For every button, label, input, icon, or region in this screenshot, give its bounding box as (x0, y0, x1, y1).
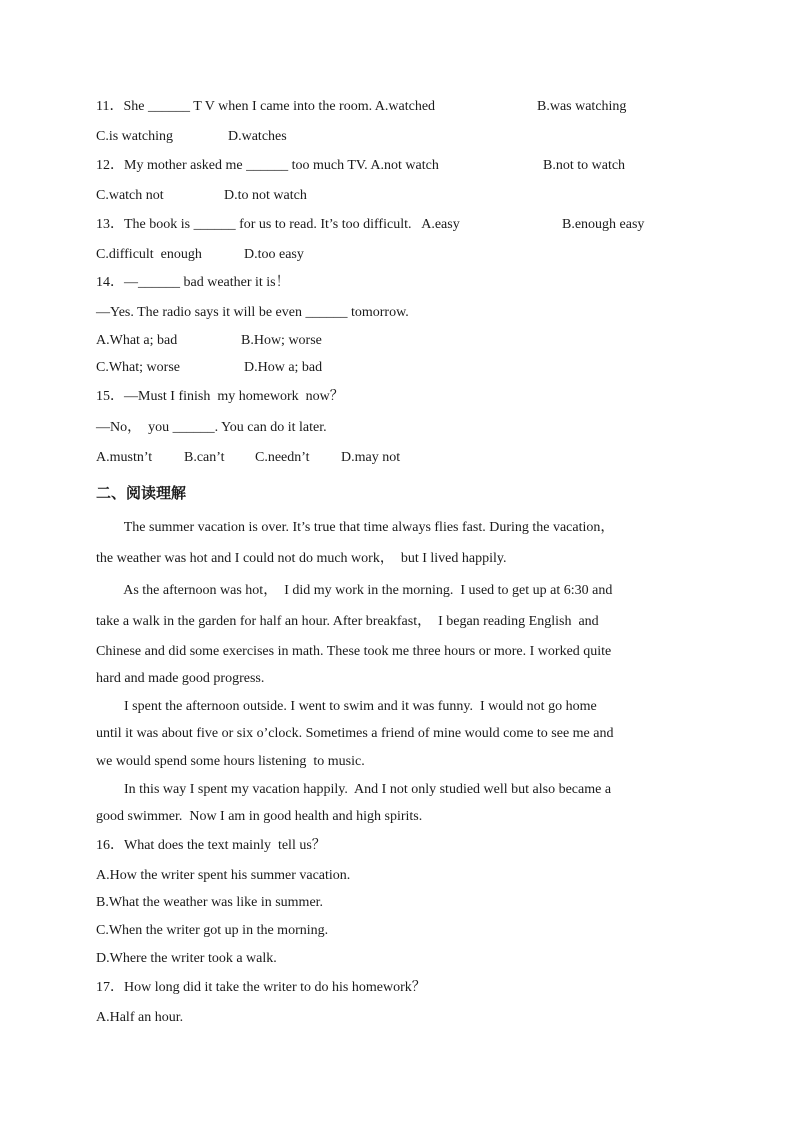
q15-option-c: C.needn’t (255, 450, 310, 465)
section-title: 二、阅读理解 (96, 484, 187, 502)
q14-option-d: D.How a; bad (244, 360, 323, 375)
q13-option-b: B.enough easy (562, 217, 645, 232)
passage-line: I spent the afternoon outside. I went to swim and it was funny. I would not go home (96, 699, 597, 714)
q14-option-a: A.What a; bad (96, 333, 178, 348)
q16-stem: 16．What does the text mainly tell us？ (96, 838, 326, 853)
q13-stem: 13．The book is ______ for us to read. It’s too difficult. A.easy (96, 217, 460, 232)
passage-line: As the afternoon was hot， I did my work in the morning. I used to get up at 6:30 and (96, 583, 613, 598)
passage-line: Chinese and did some exercises in math. These took me three hours or more. I worked quite (96, 644, 612, 659)
passage-line: good swimmer. Now I am in good health and high spirits. (96, 809, 423, 824)
passage-line: the weather was hot and I could not do much work， but I lived happily. (96, 551, 507, 566)
q16-option-c: C.When the writer got up in the morning. (96, 923, 329, 938)
q14-stem: 14．—______ bad weather it is！ (96, 275, 290, 290)
q13-option-d: D.too easy (244, 247, 304, 262)
passage-line: The summer vacation is over. It’s true that time always flies fast. During the vacation， (96, 520, 615, 535)
q12-option-b: B.not to watch (543, 158, 626, 173)
q15-option-b: B.can’t (184, 450, 225, 465)
q17-option-a: A.Half an hour. (96, 1010, 184, 1025)
q16-option-b: B.What the weather was like in summer. (96, 895, 324, 910)
q14-option-c: C.What; worse (96, 360, 180, 375)
q15-option-d: D.may not (341, 450, 401, 465)
q15-option-a: A.mustn’t (96, 450, 153, 465)
q17-stem: 17．How long did it take the writer to do his homework？ (96, 980, 426, 995)
q16-option-a: A.How the writer spent his summer vacation. (96, 868, 351, 883)
q11-option-b: B.was watching (537, 99, 627, 114)
passage-line: take a walk in the garden for half an hour. After breakfast， I began reading English and (96, 614, 599, 629)
passage-line: until it was about five or six o’clock. Sometimes a friend of mine would come to see me and (96, 726, 614, 741)
q12-stem: 12．My mother asked me ______ too much TV. A.not watch (96, 158, 439, 173)
passage-line: we would spend some hours listening to music. (96, 754, 365, 769)
q12-option-d: D.to not watch (224, 188, 307, 203)
passage-line: In this way I spent my vacation happily. And I not only studied well but also became a (96, 782, 612, 797)
q14-line2: —Yes. The radio says it will be even ______ tomorrow. (96, 305, 409, 320)
passage-line: hard and made good progress. (96, 671, 265, 686)
q12-option-c: C.watch not (96, 188, 164, 203)
q11-stem: 11．She ______ T V when I came into the room. A.watched (96, 99, 436, 114)
q11-option-d: D.watches (228, 129, 287, 144)
q16-option-d: D.Where the writer took a walk. (96, 951, 277, 966)
q13-option-c: C.difficult enough (96, 247, 202, 262)
q15-line2: —No， you ______. You can do it later. (96, 420, 327, 435)
q15-stem: 15．—Must I finish my homework now？ (96, 389, 344, 404)
q14-option-b: B.How; worse (241, 333, 322, 348)
q11-option-c: C.is watching (96, 129, 173, 144)
